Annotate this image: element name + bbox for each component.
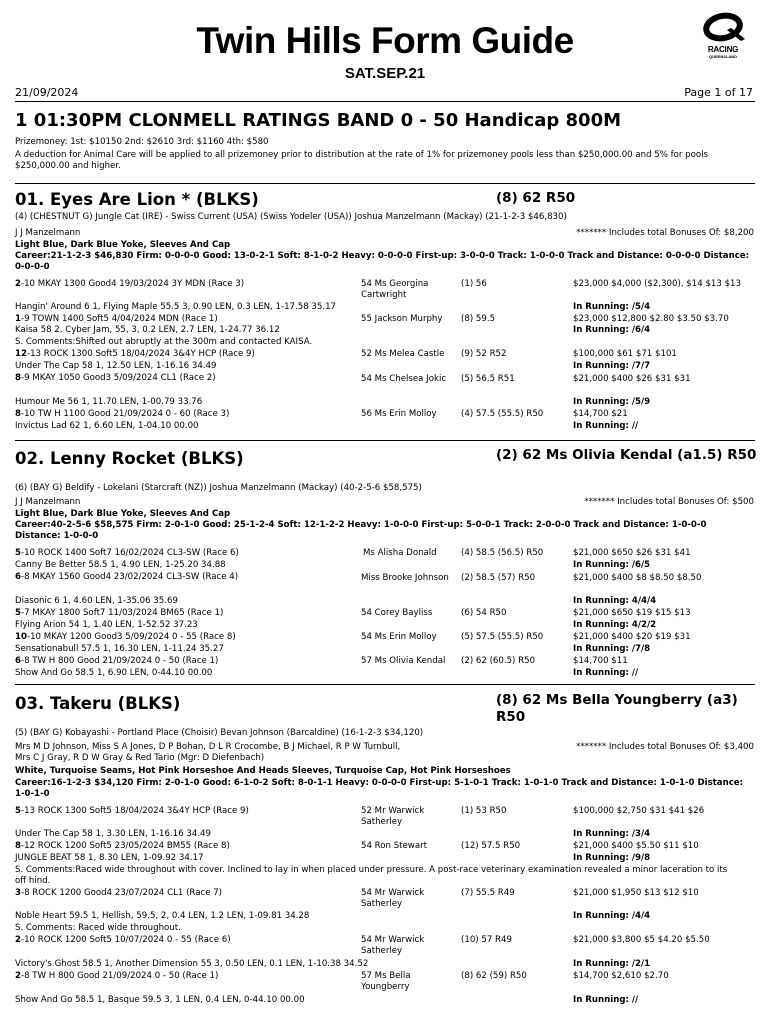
form-prize: $21,000 $400 $20 $19 $31 xyxy=(573,632,691,642)
form-jockey: 54 Ms Chelsea Jokic xyxy=(361,374,447,384)
header-divider xyxy=(15,101,755,102)
runner-career: Career:16-1-2-3 $34,120 Firm: 2-0-1-0 Good: 6-1-0-2 Soft: 8-0-1-1 Heavy: 0-0-0-0 First-up: 5-1-0-1 Track: 1-0-1-0 Track and Distance: 1-0-1-0 Distance: 1-0-1-0 xyxy=(15,778,744,799)
form-jockey: 54 Ms Georgina Cartwright xyxy=(361,279,429,300)
form-race-text: -8 TW H 800 Good 21/09/2024 0 - 50 (Race 1) xyxy=(20,656,219,666)
runner-divider xyxy=(15,684,755,685)
form-race xyxy=(15,548,239,559)
form-running: In Running: // xyxy=(573,995,639,1005)
form-result: 8 xyxy=(15,409,21,419)
form-jockey: 54 Corey Bayliss xyxy=(361,608,433,618)
runner-name: 03. Takeru (BLKS) xyxy=(15,694,181,713)
form-running: In Running: /3/4 xyxy=(573,829,651,839)
runner-barrier-weight: (8) 62 Ms Bella Youngberry (a3) R50 xyxy=(496,692,738,725)
form-result: 2 xyxy=(15,935,21,945)
form-prize: $100,000 $2,750 $31 $41 $26 xyxy=(573,806,705,816)
runner-breeding: (5) (BAY G) Kobayashi - Portland Place (Choisir) Bevan Johnson (Barcaldine) (16-1-2-3 $34,120) xyxy=(15,728,424,738)
form-result: 8 xyxy=(15,841,21,851)
form-result: 6 xyxy=(15,572,21,582)
form-detail: Invictus Lad 62 1, 6.60 LEN, 1-04.10 00.00 xyxy=(15,421,199,431)
logo-text: RACING xyxy=(707,45,739,54)
runner-bonus: ******* Includes total Bonuses Of: $8,200 xyxy=(576,228,754,238)
runner-barrier-weight: (2) 62 Ms Olivia Kendal (a1.5) R50 xyxy=(496,447,757,463)
form-prize: $21,000 $1,950 $13 $12 $10 xyxy=(573,888,699,898)
form-race xyxy=(15,632,236,643)
form-comment: S. Comments:Shifted out abruptly at the 300m and contacted KAISA. xyxy=(15,337,313,347)
runner-name: 02. Lenny Rocket (BLKS) xyxy=(15,449,244,468)
form-race xyxy=(15,971,218,982)
runner-colours: Light Blue, Dark Blue Yoke, Sleeves And Cap xyxy=(15,240,231,250)
runner-owners: Mrs M D Johnson, Miss S A Jones, D P Bohan, D L R Crocombe, B J Michael, R P W Turnbull, Mrs C J Gray, R D W Gray & Red Tario (Mgr: D Diefenbach) xyxy=(15,742,401,763)
form-jockey: Ms Alisha Donald xyxy=(363,548,437,558)
runner-name: 01. Eyes Are Lion * (BLKS) xyxy=(15,190,259,209)
form-race-text: -8 MKAY 1560 Good4 23/02/2024 CL3-SW (Race 4) xyxy=(20,572,239,582)
form-result: 3 xyxy=(15,888,21,898)
form-result: 2 xyxy=(15,279,21,289)
runner-career: Career:40-2-5-6 $58,575 Firm: 2-0-1-0 Good: 25-1-2-4 Soft: 12-1-2-2 Heavy: 1-0-0-0 First-up: 5-0-0-1 Track: 2-0-0-0 Track and Distance: 1-0-0-0 Distance: 1-0-0-0 xyxy=(15,520,707,541)
form-barrier: (2) 62 (60.5) R50 xyxy=(461,656,536,666)
form-detail: JUNGLE BEAT 58 1, 8.30 LEN, 1-09.92 34.17 xyxy=(15,853,204,863)
form-jockey: 54 Ron Stewart xyxy=(361,841,427,851)
form-race xyxy=(15,349,255,360)
form-running: In Running: 4/4/4 xyxy=(573,596,657,606)
form-race-text: -10 MKAY 1200 Good3 5/09/2024 0 - 55 (Race 8) xyxy=(26,632,236,642)
page-title: Twin Hills Form Guide xyxy=(196,20,574,61)
form-result: 10 xyxy=(15,632,27,642)
form-barrier: (1) 53 R50 xyxy=(461,806,507,816)
meeting-date: SAT.SEP.21 xyxy=(344,65,426,82)
form-barrier: (6) 54 R50 xyxy=(461,608,507,618)
runner-colours: Light Blue, Dark Blue Yoke, Sleeves And Cap xyxy=(15,509,231,519)
form-detail: Show And Go 58.5 1, Basque 59.5 3, 1 LEN, 0.4 LEN, 0-44.10 00.00 xyxy=(15,995,305,1005)
form-race xyxy=(15,806,249,817)
form-detail: Diasonic 6 1, 4.60 LEN, 1-35.06 35.69 xyxy=(15,596,178,606)
form-race-text: -8 TW H 800 Good 21/09/2024 0 - 50 (Race 1) xyxy=(20,971,219,981)
form-barrier: (2) 58.5 (57) R50 xyxy=(461,573,536,583)
form-race-text: -10 MKAY 1300 Good4 19/03/2024 3Y MDN (Race 3) xyxy=(20,279,245,289)
racing-queensland-q-icon xyxy=(701,12,745,42)
form-detail: Under The Cap 58 1, 3.30 LEN, 1-16.16 34.49 xyxy=(15,829,211,839)
form-race xyxy=(15,373,216,384)
form-running: In Running: /4/4 xyxy=(573,911,651,921)
form-result: 5 xyxy=(15,548,21,558)
form-jockey: 54 Mr Warwick Satherley xyxy=(361,888,425,909)
form-race xyxy=(15,409,229,420)
form-running: In Running: /7/8 xyxy=(573,644,651,654)
race-title: 1 01:30PM CLONMELL RATINGS BAND 0 - 50 Handicap 800M xyxy=(15,110,622,131)
form-race xyxy=(15,608,223,619)
form-prize: $21,000 $400 $5.50 $11 $10 xyxy=(573,841,699,851)
form-barrier: (12) 57.5 R50 xyxy=(461,841,521,851)
form-prize: $14,700 $21 xyxy=(573,409,628,419)
form-jockey: 57 Ms Olivia Kendal xyxy=(361,656,446,666)
form-barrier: (7) 55.5 R49 xyxy=(461,888,515,898)
form-race-text: -9 MKAY 1050 Good3 5/09/2024 CL1 (Race 2) xyxy=(20,373,216,383)
form-detail: Show And Go 58.5 1, 6.90 LEN, 0-44.10 00.00 xyxy=(15,668,213,678)
runner-career: Career:21-1-2-3 $46,830 Firm: 0-0-0-0 Good: 13-0-2-1 Soft: 8-1-0-2 Heavy: 0-0-0-0 First-up: 3-0-0-0 Track: 1-0-0-0 Track and Distance: 0-0-0-0 Distance: 0-0-0-0 xyxy=(15,251,750,272)
form-jockey: 54 Ms Erin Molloy xyxy=(361,632,437,642)
form-race xyxy=(15,841,230,852)
form-running: In Running: /7/7 xyxy=(573,361,651,371)
form-barrier: (8) 62 (59) R50 xyxy=(461,971,527,981)
form-prize: $21,000 $400 $26 $31 $31 xyxy=(573,374,691,384)
form-prize: $14,700 $2,610 $2.70 xyxy=(573,971,669,981)
form-jockey: Miss Brooke Johnson xyxy=(361,573,449,583)
form-jockey: 54 Mr Warwick Satherley xyxy=(361,935,425,956)
form-race-text: -10 ROCK 1200 Soft5 10/07/2024 0 - 55 (Race 6) xyxy=(20,935,231,945)
form-result: 5 xyxy=(15,608,21,618)
form-prize: $21,000 $650 $26 $31 $41 xyxy=(573,548,691,558)
form-race-text: -10 ROCK 1400 Soft7 16/02/2024 CL3-SW (Race 6) xyxy=(20,548,239,558)
form-prize: $23,000 $4,000 ($2,300), $14 $13 $13 xyxy=(573,279,741,289)
form-running: In Running: /5/9 xyxy=(573,397,651,407)
form-race xyxy=(15,279,244,290)
form-detail: Sensationabull 57.5 1, 16.30 LEN, 1-11.24 35.27 xyxy=(15,644,224,654)
form-running: In Running: /2/1 xyxy=(573,959,651,969)
form-running: In Running: /5/4 xyxy=(573,302,651,312)
form-prize: $21,000 $650 $19 $15 $13 xyxy=(573,608,691,618)
form-race-text: -10 TW H 1100 Good 21/09/2024 0 - 60 (Race 3) xyxy=(20,409,230,419)
runner-bonus: ******* Includes total Bonuses Of: $500 xyxy=(584,497,754,507)
form-result: 5 xyxy=(15,806,21,816)
form-race xyxy=(15,314,218,325)
form-result: 6 xyxy=(15,656,21,666)
form-barrier: (8) 59.5 xyxy=(461,314,496,324)
form-barrier: (5) 57.5 (55.5) R50 xyxy=(461,632,544,642)
form-jockey: 52 Ms Melea Castle xyxy=(361,349,445,359)
form-barrier: (4) 57.5 (55.5) R50 xyxy=(461,409,544,419)
form-result: 12 xyxy=(15,349,27,359)
runner-breeding: (6) (BAY G) Beldify - Lokelani (Starcraft (NZ)) Joshua Manzelmann (Mackay) (40-2-5-6 $58,575) xyxy=(15,483,422,493)
form-jockey: 52 Mr Warwick Satherley xyxy=(361,806,425,827)
runner-breeding: (4) (CHESTNUT G) Jungle Cat (IRE) - Swiss Current (USA) (Swiss Yodeler (USA)) Joshua Manzelmann (Mackay) (21-1-2-3 $46,830) xyxy=(15,212,567,222)
runner-barrier-weight: (8) 62 R50 xyxy=(496,190,576,206)
form-barrier: (1) 56 xyxy=(461,279,487,289)
race-divider xyxy=(15,183,755,184)
form-race-text: -13 ROCK 1300 Soft5 18/04/2024 3&4Y HCP (Race 9) xyxy=(20,806,249,816)
runner-divider xyxy=(15,440,755,441)
page-number: Page 1 of 17 xyxy=(684,86,753,99)
runner-owners: J J Manzelmann xyxy=(15,497,81,507)
form-comment: S. Comments:Raced wide throughout with cover. Inclined to lay in when placed under pressure. A post-race veterinary examination revealed a minor laceration to its off hind. xyxy=(15,865,728,886)
prizemoney: Prizemoney: 1st: $10150 2nd: $2610 3rd: $1160 4th: $580 xyxy=(15,137,269,147)
form-race-text: -13 ROCK 1300 Soft5 18/04/2024 3&4Y HCP (Race 9) xyxy=(26,349,255,359)
form-jockey: 57 Ms Bella Youngberry xyxy=(361,971,411,992)
logo-subtext: QUEENSLAND xyxy=(708,54,737,59)
form-race xyxy=(15,572,238,583)
form-prize: $23,000 $12,800 $2.80 $3.50 $3.70 xyxy=(573,314,729,324)
form-result: 8 xyxy=(15,373,21,383)
form-prize: $21,000 $3,800 $5 $4.20 $5.50 xyxy=(573,935,710,945)
form-barrier: (10) 57 R49 xyxy=(461,935,512,945)
form-race-text: -12 ROCK 1200 Soft5 23/05/2024 BM55 (Race 8) xyxy=(20,841,230,851)
form-running: In Running: /6/5 xyxy=(573,560,651,570)
form-detail: Flying Arion 54 1, 1.40 LEN, 1-52.52 37.23 xyxy=(15,620,198,630)
form-prize: $14,700 $11 xyxy=(573,656,628,666)
form-result: 2 xyxy=(15,971,21,981)
form-jockey: 55 Jackson Murphy xyxy=(361,314,443,324)
form-detail: Under The Cap 58 1, 12.50 LEN, 1-16.16 34.49 xyxy=(15,361,217,371)
form-detail: Noble Heart 59.5 1, Hellish, 59.5, 2, 0.4 LEN, 1.2 LEN, 1-09.81 34.28 xyxy=(15,911,310,921)
form-prize: $21,000 $400 $8 $8.50 $8.50 xyxy=(573,573,702,583)
form-race-text: -9 TOWN 1400 Soft5 4/04/2024 MDN (Race 1) xyxy=(20,314,218,324)
form-barrier: (9) 52 R52 xyxy=(461,349,507,359)
form-jockey: 56 Ms Erin Molloy xyxy=(361,409,437,419)
form-detail: Hangin' Around 6 1, Flying Maple 55.5 3, 0.90 LEN, 0.3 LEN, 1-17.58 35.17 xyxy=(15,302,337,312)
form-result: 1 xyxy=(15,314,21,324)
form-comment: S. Comments: Raced wide throughout. xyxy=(15,923,181,933)
form-barrier: (4) 58.5 (56.5) R50 xyxy=(461,548,544,558)
form-detail: Kaisa 58 2, Cyber Jam, 55, 3, 0.2 LEN, 2.7 LEN, 1-24.77 36.12 xyxy=(15,325,280,335)
form-running: In Running: // xyxy=(573,668,639,678)
form-race xyxy=(15,888,222,899)
runner-bonus: ******* Includes total Bonuses Of: $3,400 xyxy=(576,742,754,752)
form-detail: Canny Be Better 58.5 1, 4.90 LEN, 1-25.20 34.88 xyxy=(15,560,226,570)
printed-date: 21/09/2024 xyxy=(15,86,79,99)
deduction-note: A deduction for Animal Care will be applied to all prizemoney prior to distribution at the rate of 1% for prizemoney pools less than $250,000.00 and 5% for pools $250,000.00 and higher. xyxy=(15,150,709,171)
racing-queensland-logo xyxy=(697,12,749,59)
form-barrier: (5) 56.5 R51 xyxy=(461,374,515,384)
form-race-text: -7 MKAY 1800 Soft7 11/03/2024 BM65 (Race 1) xyxy=(20,608,224,618)
form-running: In Running: /6/4 xyxy=(573,325,651,335)
form-running: In Running: /9/8 xyxy=(573,853,651,863)
form-detail: Humour Me 56 1, 11.70 LEN, 1-00.79 33.76 xyxy=(15,397,203,407)
form-running: In Running: // xyxy=(573,421,639,431)
runner-colours: White, Turquoise Seams, Hot Pink Horseshoe And Heads Sleeves, Turquoise Cap, Hot Pink Horseshoes xyxy=(15,766,511,776)
runner-owners: J J Manzelmann xyxy=(15,228,81,238)
form-running: In Running: 4/2/2 xyxy=(573,620,657,630)
form-race xyxy=(15,935,231,946)
form-race xyxy=(15,656,218,667)
form-prize: $100,000 $61 $71 $101 xyxy=(573,349,677,359)
form-race-text: -8 ROCK 1200 Good4 23/07/2024 CL1 (Race 7) xyxy=(20,888,223,898)
form-detail: Victory's Ghost 58.5 1, Another Dimension 55 3, 0.50 LEN, 0.1 LEN, 1-10.38 34.52 xyxy=(15,959,369,969)
